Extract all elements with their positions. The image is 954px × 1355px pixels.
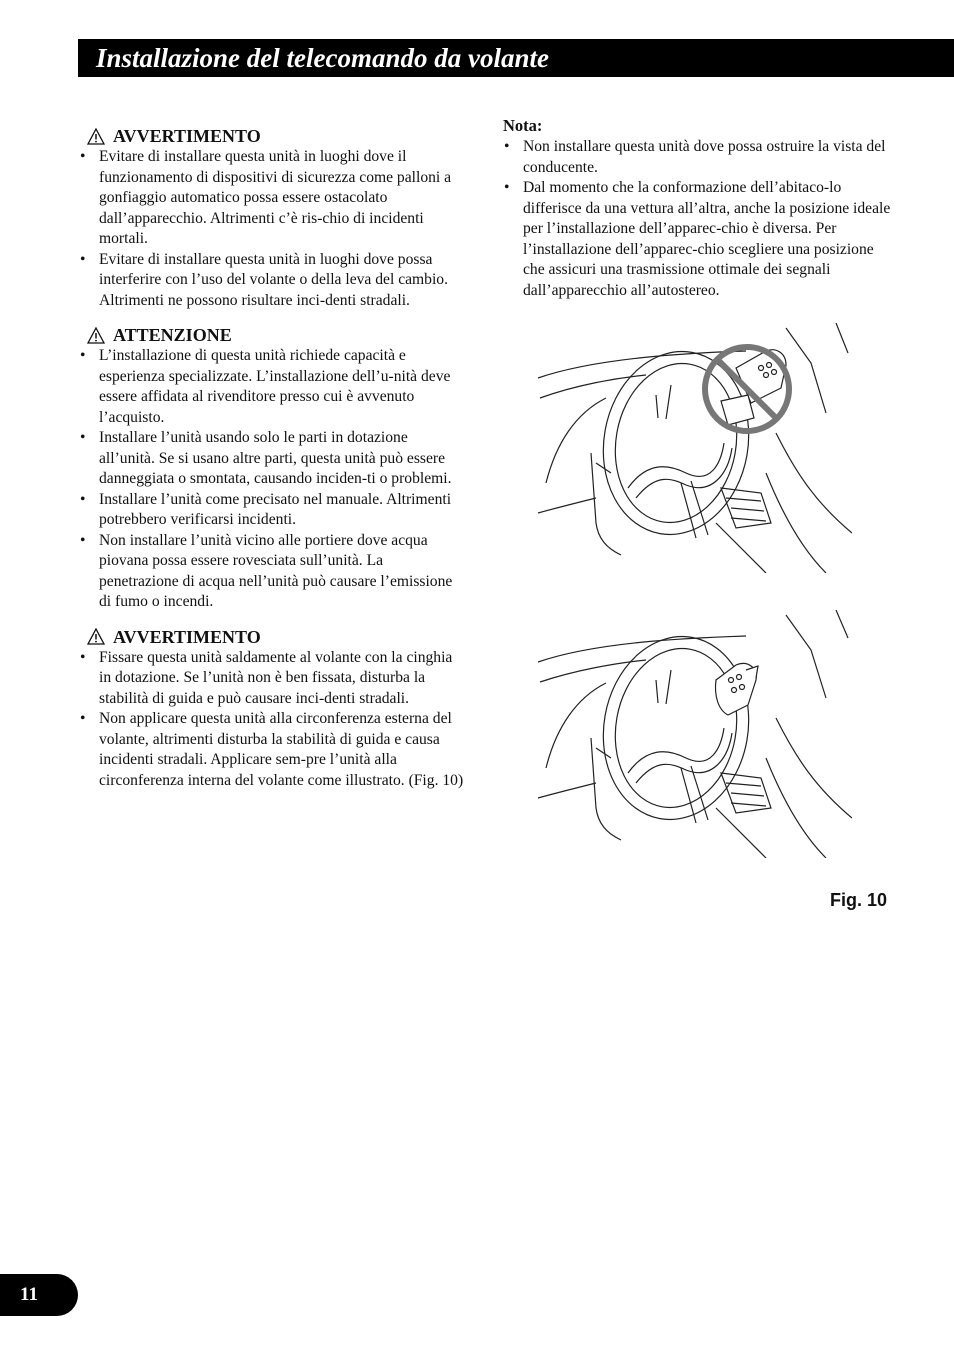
warning-icon	[87, 128, 105, 145]
figure-label: Fig. 10	[830, 890, 888, 910]
bullet-list	[79, 648, 465, 792]
warning-icon	[87, 628, 105, 645]
page-number: 11	[0, 1274, 78, 1316]
list-item: • Installare l’unità usando solo le parti in dotazione all’unità. Se si usano altre parti, questa unità può essere danneggiata o smontata, causando inciden-ti o problemi.	[79, 428, 465, 490]
right-column	[503, 116, 893, 301]
list-item: • Fissare questa unità saldamente al volante con la cinghia in dotazione. Se l’unità non è ben fissata, disturba la stabilità di guida e può causare inci-denti stradali.	[79, 648, 465, 710]
warning-icon	[87, 327, 105, 344]
bullet-list	[79, 346, 465, 613]
bullet-list	[79, 147, 465, 311]
section-heading-warning-1: AVVERTIMENTO	[79, 125, 465, 147]
note-label: Nota:	[503, 116, 543, 135]
list-item: • Non installare l’unità vicino alle portiere dove acqua piovana possa essere rovesciata sull’unità. La penetrazione di acqua nell’unità può causare l’emissione di fumo o incendi.	[79, 531, 465, 613]
steering-wheel-correct-illustration	[536, 610, 852, 858]
left-column	[79, 125, 465, 791]
title-bar	[78, 39, 954, 77]
steering-wheel-incorrect-illustration	[536, 323, 852, 573]
list-item: • L’installazione di questa unità richiede capacità e esperienza specializzate. L’installazione dell’u-nità deve essere affidata al rivenditore presso cui è avvenuto l’acquisto.	[79, 346, 465, 428]
list-item: • Non applicare questa unità alla circonferenza esterna del volante, altrimenti disturba la stabilità di guida e causa incidenti stradali. Applicare sem-pre l’unità alla circonferenza interna del volante come illustrato. (Fig. 10)	[79, 709, 465, 791]
list-item: • Evitare di installare questa unità in luoghi dove possa interferire con l’uso del volante o della leva del cambio. Altrimenti ne possono risultare inci-denti stradali.	[79, 250, 465, 312]
page-title: Installazione del telecomando da volante	[96, 43, 549, 73]
list-item: • Non installare questa unità dove possa ostruire la vista del conducente.	[503, 137, 893, 178]
section-heading-caution: ATTENZIONE	[79, 324, 465, 346]
list-item: • Dal momento che la conformazione dell’abitaco-lo differisce da una vettura all’altra, anche la posizione ideale per l’installazione dell’apparec-chio è diversa. Per l’installazione dell’apparec-chio scegliere una posizione che assicuri una trasmissione ottimale dei segnali dall’apparecchio all’autostereo.	[503, 178, 893, 301]
section-heading-warning-2: AVVERTIMENTO	[79, 626, 465, 648]
list-item: • Installare l’unità come precisato nel manuale. Altrimenti potrebbero verificarsi incidenti.	[79, 490, 465, 531]
bullet-list	[503, 137, 893, 301]
list-item: • Evitare di installare questa unità in luoghi dove il funzionamento di dispositivi di sicurezza come palloni a gonfiaggio automatico possa essere ostacolato dall’apparecchio. Altrimenti c’è ris-chio di incidenti mortali.	[79, 147, 465, 250]
